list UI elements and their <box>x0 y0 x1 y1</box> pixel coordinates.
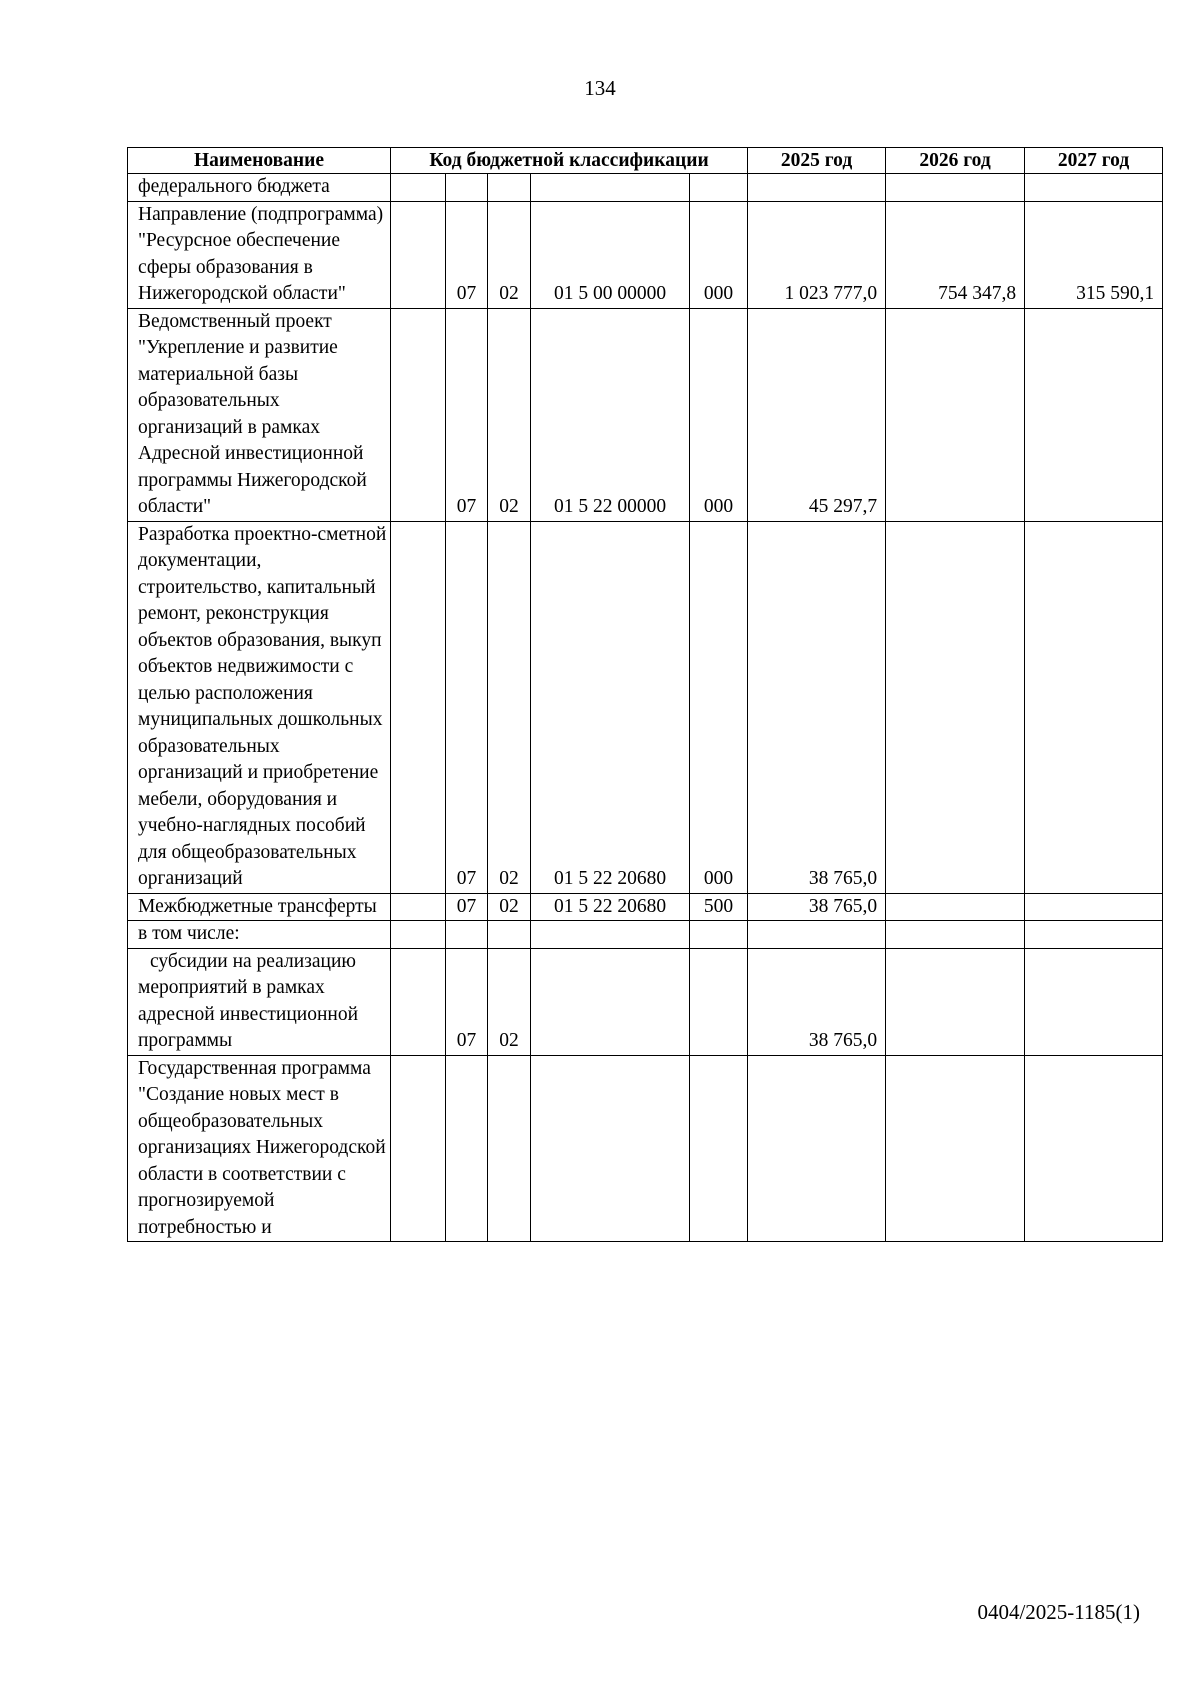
cell-csr <box>531 174 690 202</box>
row-name: Ведомственный проект "Укрепление и развитие материальной базы образовательных организаций в рамках Адресной инвестиционной программы Нижегородской области" <box>128 308 391 521</box>
row-name: в том числе: <box>128 921 391 949</box>
cell-vr: 500 <box>690 893 748 921</box>
header-2025: 2025 год <box>748 148 886 174</box>
table-row <box>128 174 1163 202</box>
cell-csr <box>531 921 690 949</box>
cell-2027 <box>1025 308 1163 521</box>
page-number: 134 <box>584 76 616 100</box>
cell-gr <box>391 921 446 949</box>
cell-rz: 07 <box>446 201 488 308</box>
cell-pr: 02 <box>488 308 531 521</box>
header-code: Код бюджетной классификации <box>391 148 748 174</box>
cell-rz <box>446 174 488 202</box>
header-2027: 2027 год <box>1025 148 1163 174</box>
row-name: Межбюджетные трансферты <box>128 893 391 921</box>
cell-2026 <box>886 174 1025 202</box>
cell-vr <box>690 948 748 1055</box>
cell-rz: 07 <box>446 948 488 1055</box>
row-name: Разработка проектно-сметной документации, строительство, капитальный ремонт, реконструкция объектов образования, выкуп объектов недвижимости с целью расположения муниципальных дошкольных образовательных организаций и приобретение мебели, оборудования и учебно-наглядных пособий для общеобразовательных организаций <box>128 521 391 893</box>
cell-pr <box>488 1055 531 1242</box>
cell-csr: 01 5 00 00000 <box>531 201 690 308</box>
cell-gr <box>391 308 446 521</box>
cell-rz: 07 <box>446 521 488 893</box>
cell-csr: 01 5 22 20680 <box>531 521 690 893</box>
cell-rz <box>446 1055 488 1242</box>
table-row <box>128 948 1163 1055</box>
cell-vr <box>690 174 748 202</box>
cell-2026: 754 347,8 <box>886 201 1025 308</box>
cell-2025: 38 765,0 <box>748 893 886 921</box>
cell-pr <box>488 921 531 949</box>
cell-2027 <box>1025 521 1163 893</box>
cell-csr <box>531 1055 690 1242</box>
cell-vr: 000 <box>690 201 748 308</box>
cell-gr <box>391 948 446 1055</box>
table-row <box>128 921 1163 949</box>
cell-pr: 02 <box>488 201 531 308</box>
cell-2026 <box>886 893 1025 921</box>
cell-2026 <box>886 948 1025 1055</box>
header-2026: 2026 год <box>886 148 1025 174</box>
cell-rz <box>446 921 488 949</box>
cell-2025: 38 765,0 <box>748 521 886 893</box>
cell-gr <box>391 521 446 893</box>
cell-pr: 02 <box>488 948 531 1055</box>
cell-pr: 02 <box>488 521 531 893</box>
cell-2026 <box>886 1055 1025 1242</box>
cell-2027: 315 590,1 <box>1025 201 1163 308</box>
table-row <box>128 1055 1163 1242</box>
cell-gr <box>391 893 446 921</box>
row-name: Направление (подпрограмма) "Ресурсное обеспечение сферы образования в Нижегородской области" <box>128 201 391 308</box>
cell-2025 <box>748 174 886 202</box>
cell-gr <box>391 174 446 202</box>
cell-vr <box>690 1055 748 1242</box>
cell-2025: 38 765,0 <box>748 948 886 1055</box>
cell-gr <box>391 201 446 308</box>
budget-table <box>127 147 1163 1242</box>
cell-2027 <box>1025 893 1163 921</box>
cell-csr: 01 5 22 00000 <box>531 308 690 521</box>
cell-2026 <box>886 521 1025 893</box>
table-row <box>128 201 1163 308</box>
row-name: Государственная программа "Создание новых мест в общеобразовательных организациях Нижегородской области в соответствии с прогнозируемой потребностью и <box>128 1055 391 1242</box>
header-name: Наименование <box>128 148 391 174</box>
cell-gr <box>391 1055 446 1242</box>
cell-pr <box>488 174 531 202</box>
table-header-row <box>128 148 1163 174</box>
cell-2026 <box>886 921 1025 949</box>
cell-rz: 07 <box>446 308 488 521</box>
table-row <box>128 893 1163 921</box>
cell-csr: 01 5 22 20680 <box>531 893 690 921</box>
cell-2025 <box>748 1055 886 1242</box>
cell-csr <box>531 948 690 1055</box>
row-name: федерального бюджета <box>128 174 391 202</box>
cell-pr: 02 <box>488 893 531 921</box>
table-row <box>128 308 1163 521</box>
cell-2025 <box>748 921 886 949</box>
table-row <box>128 521 1163 893</box>
cell-rz: 07 <box>446 893 488 921</box>
cell-2027 <box>1025 1055 1163 1242</box>
cell-2025: 45 297,7 <box>748 308 886 521</box>
cell-2027 <box>1025 921 1163 949</box>
document-code: 0404/2025-1185(1) <box>977 1600 1140 1624</box>
cell-2027 <box>1025 948 1163 1055</box>
cell-2026 <box>886 308 1025 521</box>
cell-vr: 000 <box>690 308 748 521</box>
cell-vr <box>690 921 748 949</box>
cell-2025: 1 023 777,0 <box>748 201 886 308</box>
cell-vr: 000 <box>690 521 748 893</box>
cell-2027 <box>1025 174 1163 202</box>
row-name <box>128 948 391 1055</box>
row-name-text: субсидии на реализацию мероприятий в рамках адресной инвестиционной программы <box>138 950 359 1051</box>
